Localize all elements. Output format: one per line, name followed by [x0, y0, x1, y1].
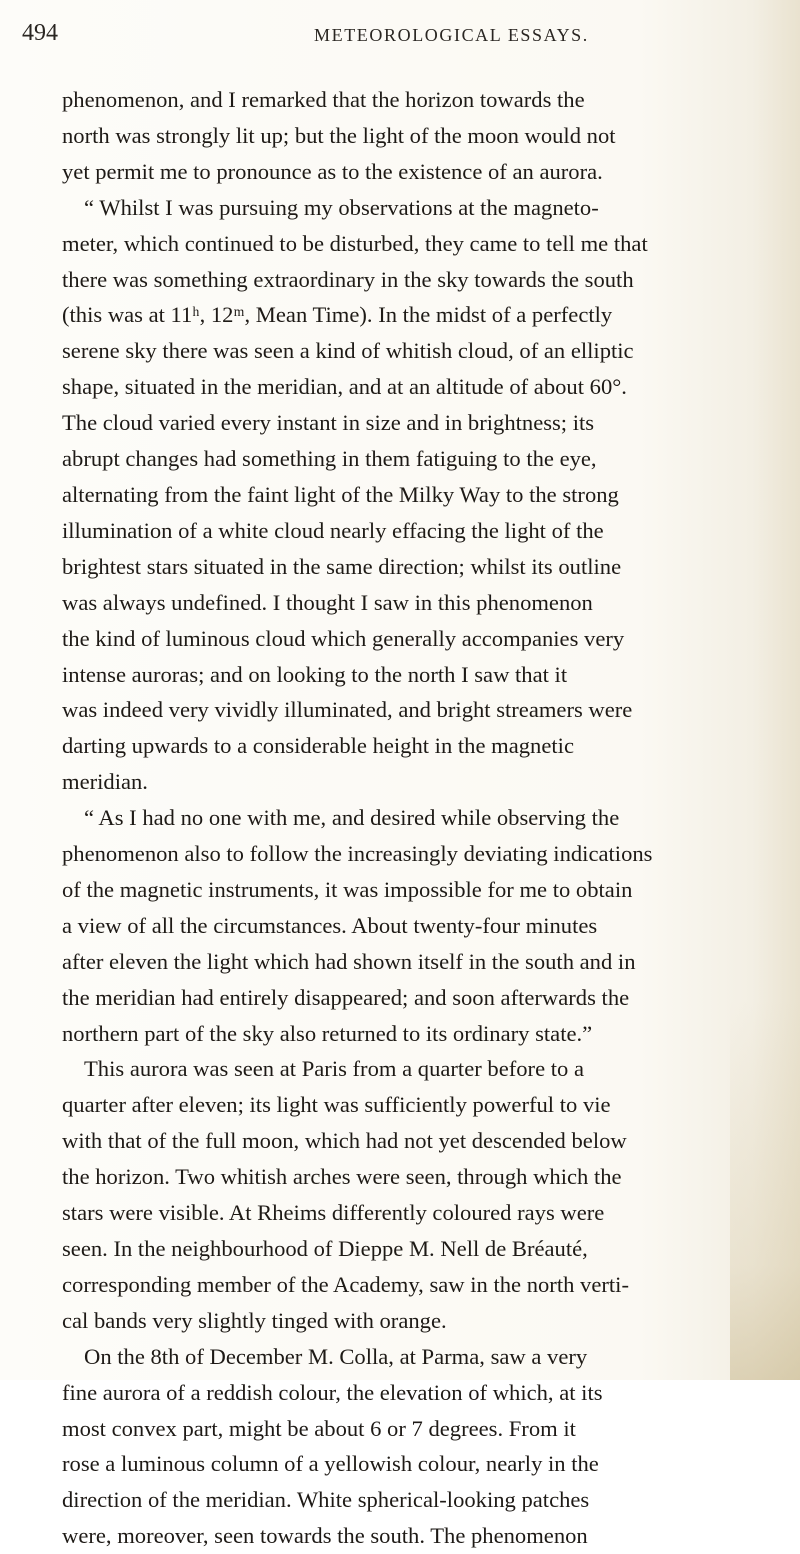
- text-line: were, moreover, seen towards the south. The phenomenon: [62, 1523, 588, 1549]
- text-line: was indeed very vividly illuminated, and bright streamers were: [62, 697, 633, 723]
- text-line: with that of the full moon, which had not yet descended below: [62, 1128, 627, 1154]
- text-line: meridian.: [62, 769, 148, 795]
- text-line: intense auroras; and on looking to the north I saw that it: [62, 661, 568, 687]
- text-line: most convex part, might be about 6 or 7 degrees. From it: [62, 1415, 576, 1441]
- text-line: after eleven the light which had shown itself in the south and in: [62, 948, 636, 974]
- text-line: the kind of luminous cloud which generally accompanies very: [62, 625, 625, 651]
- text-line: the meridian had entirely disappeared; and soon afterwards the: [62, 984, 630, 1010]
- page-number: 494: [22, 20, 58, 46]
- text-line: rose a luminous column of a yellowish colour, nearly in the: [62, 1451, 599, 1477]
- text-line: brightest stars situated in the same direction; whilst its outline: [62, 553, 622, 579]
- text-line: phenomenon also to follow the increasingly deviating indications: [62, 841, 653, 867]
- running-head: [0, 0, 800, 78]
- text-line: there was something extraordinary in the sky towards the south: [62, 266, 634, 292]
- text-line: corresponding member of the Academy, saw in the north verti-: [62, 1271, 629, 1297]
- text-line: “ As I had no one with me, and desired while observing the: [84, 805, 620, 831]
- text-line: northern part of the sky also returned to its ordinary state.”: [62, 1020, 593, 1046]
- text-line: phenomenon, and I remarked that the horizon towards the: [62, 87, 585, 112]
- text-line: of the magnetic instruments, it was impossible for me to obtain: [62, 876, 633, 902]
- text-line: alternating from the faint light of the Milky Way to the strong: [62, 481, 619, 507]
- text-line: “ Whilst I was pursuing my observations at the magneto-: [84, 194, 599, 220]
- text-line: abrupt changes had something in them fatiguing to the eye,: [62, 446, 597, 472]
- text-line: illumination of a white cloud nearly effacing the light of the: [62, 517, 604, 543]
- text-line: fine aurora of a reddish colour, the elevation of which, at its: [62, 1379, 603, 1405]
- text-line: north was strongly lit up; but the light of the moon would not: [62, 122, 616, 148]
- text-line: (this was at 11ʰ, 12ᵐ, Mean Time). In the midst of a perfectly: [62, 302, 613, 328]
- text-line: serene sky there was seen a kind of whitish cloud, of an elliptic: [62, 338, 634, 364]
- body-text: [62, 82, 792, 1554]
- text-line: yet permit me to pronounce as to the existence of an aurora.: [62, 158, 603, 184]
- text-line: meter, which continued to be disturbed, they came to tell me that: [62, 230, 648, 256]
- text-line: This aurora was seen at Paris from a quarter before to a: [84, 1056, 584, 1082]
- text-line: quarter after eleven; its light was sufficiently powerful to vie: [62, 1092, 611, 1118]
- text-line: stars were visible. At Rheims differently coloured rays were: [62, 1200, 605, 1226]
- text-line: was always undefined. I thought I saw in this phenomenon: [62, 589, 593, 615]
- text-line: the horizon. Two whitish arches were seen, through which the: [62, 1164, 622, 1190]
- text-line: shape, situated in the meridian, and at an altitude of about 60°.: [62, 374, 627, 400]
- text-line: darting upwards to a considerable height in the magnetic: [62, 733, 574, 759]
- text-line: cal bands very slightly tinged with orange.: [62, 1307, 447, 1333]
- running-title: METEOROLOGICAL ESSAYS.: [314, 25, 589, 45]
- text-line: On the 8th of December M. Colla, at Parma, saw a very: [84, 1343, 588, 1369]
- text-line: The cloud varied every instant in size and in brightness; its: [62, 410, 595, 436]
- text-line: direction of the meridian. White spherical-looking patches: [62, 1487, 590, 1513]
- text-line: a view of all the circumstances. About twenty-four minutes: [62, 912, 598, 938]
- text-line: seen. In the neighbourhood of Dieppe M. Nell de Bréauté,: [62, 1236, 588, 1261]
